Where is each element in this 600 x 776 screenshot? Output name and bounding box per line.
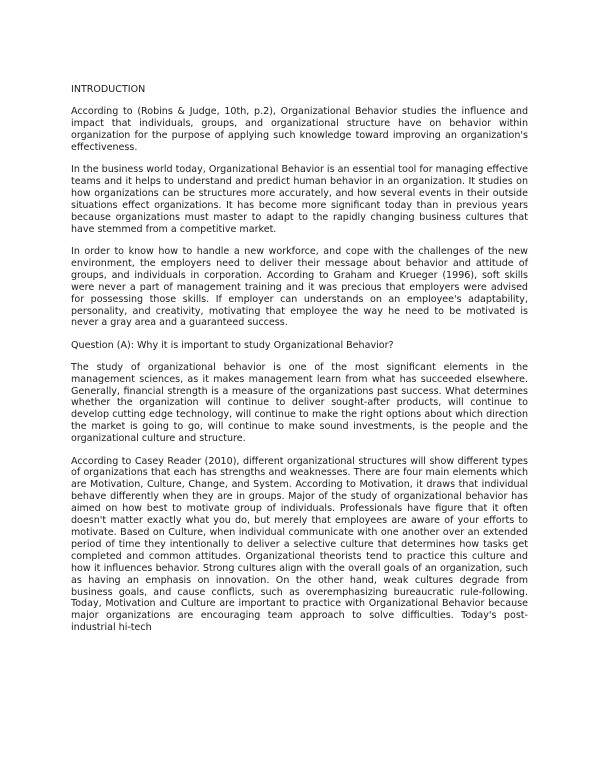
intro-paragraph-1: According to (Robins & Judge, 10th, p.2), Organizational Behavior studies the influence and impact that individuals, groups, and organizational structure have on behavior within organization for the purpose of applying such knowledge toward improving an organization's effectiveness. [71,105,528,153]
question-heading: Question (A): Why it is important to study Organizational Behavior? [71,339,394,351]
document-body [71,84,528,645]
intro-paragraph-2: In the business world today, Organizational Behavior is an essential tool for managing effective teams and it helps to understand and predict human behavior in an organization. It studies on how organizations can be structures more accurately, and how several events in their outside situations effect organizations. It has become more significant today than in previous years because organizations must master to adapt to the rapidly changing business cultures that have stemmed from a competitive market. [71,164,528,235]
section-heading: INTRODUCTION [71,84,146,95]
answer-paragraph-2: According to Casey Reader (2010), different organizational structures will show different types of organizations that each has strengths and weaknesses. There are four main elements which are Motivation, Culture, Change, and System. According to Motivation, it draws that individual behave differently when they are in groups. Major of the study of organizational behavior has aimed on how best to motivate group of individuals. Professionals have figure that it often doesn't matter exactly what you do, but merely that employees are aware of your efforts to motivate. Based on Culture, when individual communicate with one another over an extended period of time they intentionally to deliver a selective culture that determines how tasks get completed and common attitudes. Organizational theorists tend to practice this culture and how it influences behavior. Strong cultures align with the overall goals of an organization, such as having an emphasis on innovation. On the other hand, weak cultures degrade from business goals, and cause conflicts, such as overemphasizing bureaucratic rule-following. Today, Motivation and Culture are important to practice with Organizational Behavior because major organizations are encouraging team approach to solve difficulties. Today's post-industrial hi-tech [71,455,528,634]
intro-paragraph-3: In order to know how to handle a new workforce, and cope with the challenges of the new environment, the employers need to deliver their message about behavior and attitude of groups, and individuals in corporation. According to Graham and Krueger (1996), soft skills were never a part of management training and it was precious that employers were advised for possessing those skills. If employer can understands on an employee's adaptability, personality, and creativity, motivating that employee the way he need to be motivated is never a gray area and a guaranteed success. [71,245,528,329]
answer-paragraph-1: The study of organizational behavior is one of the most significant elements in the management sciences, as it makes management learn from what has succeeded elsewhere. Generally, financial strength is a measure of the organizations past success. What determines whether the organization will continue to deliver sought-after products, will continue to develop cutting edge technology, will continue to make the right options about which direction the market is going to go, will continue to make sound investments, is the people and the organizational culture and structure. [71,361,528,445]
